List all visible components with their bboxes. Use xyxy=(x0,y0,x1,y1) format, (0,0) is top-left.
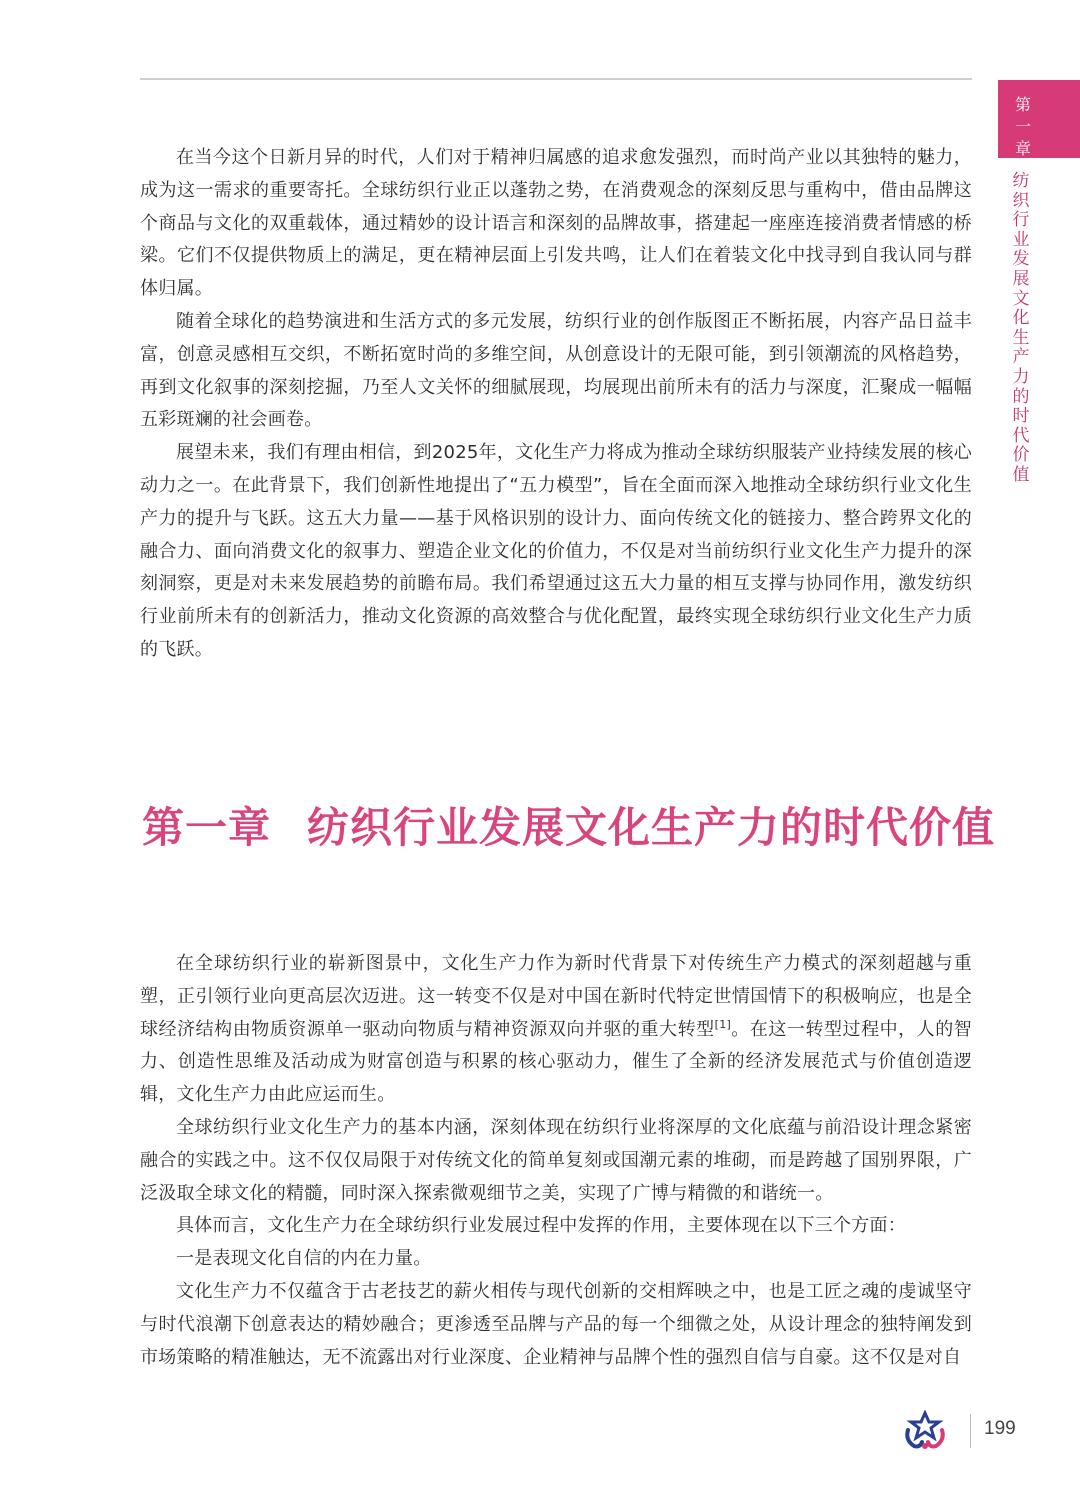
header-rule xyxy=(140,78,972,80)
chapter-heading xyxy=(142,795,1002,859)
page-number: 199 xyxy=(984,1418,1016,1439)
body-paragraph-5: 文化生产力不仅蕴含于古老技艺的薪火相传与现代创新的交相辉映之中，也是工匠之魂的虔诚坚守与时代浪潮下创意表达的精妙融合；更渗透至品牌与产品的每一个细微之处，从设计理念的独特阐发到市场策略的精准触达，无不流露出对行业深度、企业精神与品牌个性的强烈自信与自豪。这不仅是对自 xyxy=(140,1280,972,1368)
body-paragraph-1-text-b: 。在这一转型过程中，人的智力、创造性思维及活动成为财富创造与积累的核心驱动力，催生了全新的经济发展范式与价值创造逻辑，文化生产力由此应运而生。 xyxy=(140,1018,973,1106)
publisher-logo-icon xyxy=(902,1410,948,1452)
running-chapter-title: 纺织行业发展文化生产力的时代价值 xyxy=(1012,171,1030,485)
body-paragraph-1 xyxy=(140,948,972,1112)
intro-paragraph-1: 在当今这个日新月异的时代，人们对于精神归属感的追求愈发强烈，而时尚产业以其独特的魅力，成为这一需求的重要寄托。全球纺织行业正以蓬勃之势，在消费观念的深刻反思与重构中，借由品牌这个商品与文化的双重载体，通过精妙的设计语言和深刻的品牌故事，搭建起一座座连接消费者情感的桥梁。它们不仅提供物质上的满足，更在精神层面上引发共鸣，让人们在着装文化中找寻到自我认同与群体归属。 xyxy=(140,147,972,300)
intro-paragraph-3: 展望未来，我们有理由相信，到2025年，文化生产力将成为推动全球纺织服装产业持续发展的核心动力之一。在此背景下，我们创新性地提出了“五力模型”，旨在全面而深入地推动全球纺织行业文化生产力的提升与飞跃。这五大力量——基于风格识别的设计力、面向传统文化的链接力、整合跨界文化的融合力、面向消费文化的叙事力、塑造企业文化的价值力，不仅是对当前纺织行业文化生产力提升的深刻洞察，更是对未来发展趋势的前瞻布局。我们希望通过这五大力量的相互支撑与协同作用，激发纺织行业前所未有的创新活力，推动文化资源的高效整合与优化配置，最终实现全球纺织行业文化生产力质的飞跃。 xyxy=(140,442,972,660)
footer-divider xyxy=(970,1414,971,1448)
intro-paragraph-2: 随着全球化的趋势演进和生活方式的多元发展，纺织行业的创作版图正不断拓展，内容产品日益丰富，创意灵感相互交织，不断拓宽时尚的多维空间，从创意设计的无限可能，到引领潮流的风格趋势，再到文化叙事的深刻挖掘，乃至人文关怀的细腻展现，均展现出前所未有的活力与深度，汇聚成一幅幅五彩斑斓的社会画卷。 xyxy=(140,310,972,431)
side-tab-chapter-label: 第一章 xyxy=(1014,95,1031,158)
body-paragraph-3: 具体而言，文化生产力在全球纺织行业发展过程中发挥的作用，主要体现在以下三个方面： xyxy=(176,1215,906,1237)
body-paragraph-1-text-a: 在全球纺织行业的崭新图景中，文化生产力作为新时代背景下对传统生产力模式的深刻超越与重塑，正引领行业向更高层次迈进。这一转变不仅是对中国在新时代特定世情国情下的积极响应，也是全球经济结构由物质资源单一驱动向物质与精神资源双向并驱的重大转型 xyxy=(140,953,972,1040)
body-paragraph-2: 全球纺织行业文化生产力的基本内涵，深刻体现在纺织行业将深厚的文化底蕴与前沿设计理念紧密融合的实践之中。这不仅仅局限于对传统文化的简单复刻或国潮元素的堆砌，而是跨越了国别界限，广泛汲取全球文化的精髓，同时深入探索微观细节之美，实现了广博与精微的和谐统一。 xyxy=(140,1116,972,1204)
citation-reference[interactable]: [1] xyxy=(714,1017,732,1031)
chapter-body xyxy=(140,948,972,1374)
intro-section xyxy=(140,142,972,667)
chapter-title: 纺织行业发展文化生产力的时代价值 xyxy=(307,803,996,852)
body-paragraph-4: 一是表现文化自信的内在力量。 xyxy=(176,1248,432,1270)
chapter-side-tab xyxy=(998,80,1080,158)
chapter-number: 第一章 xyxy=(142,803,272,852)
